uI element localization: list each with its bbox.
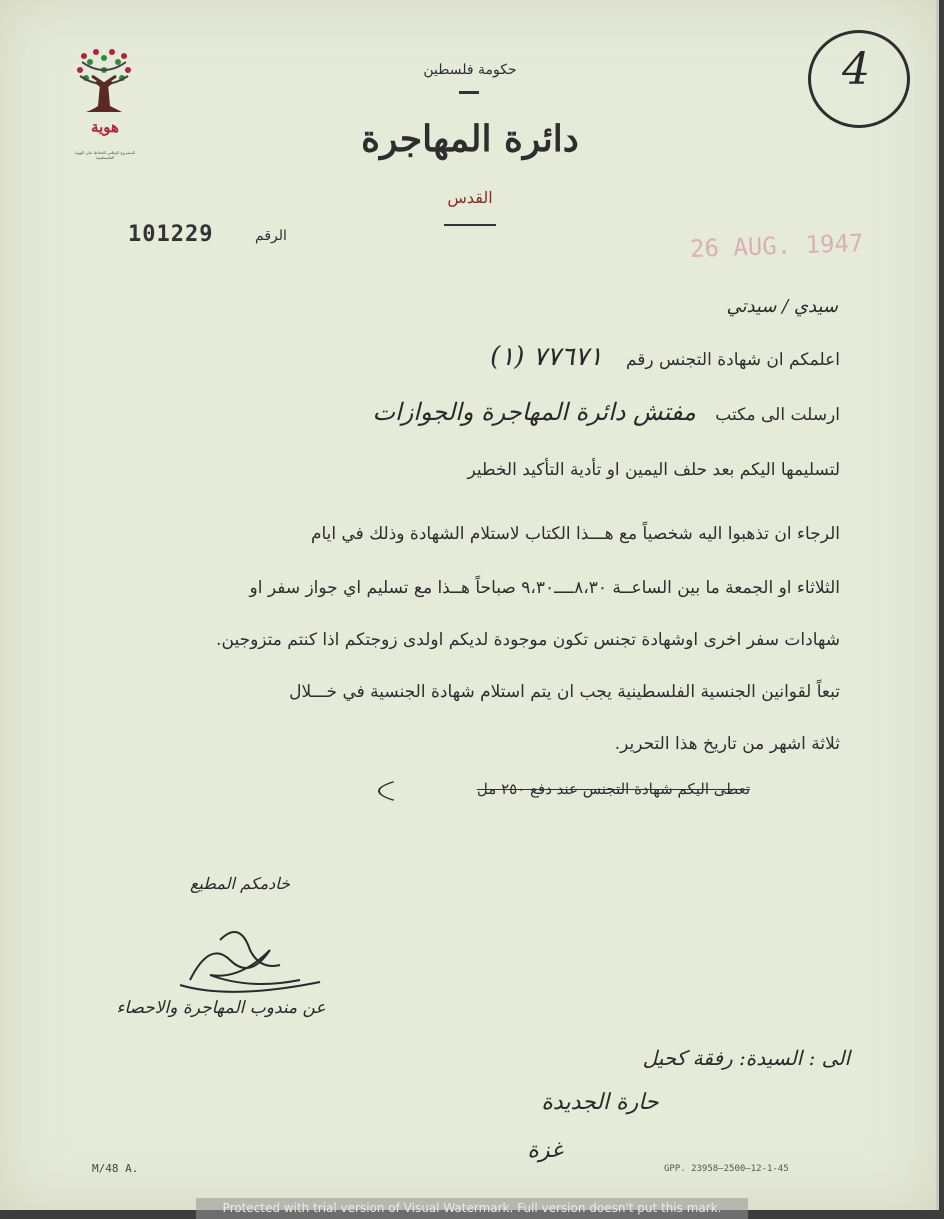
recipient-city: غزة xyxy=(527,1138,563,1163)
tree-logo xyxy=(72,48,136,164)
closing-delegate: عن مندوب المهاجرة والاحصاء xyxy=(116,998,326,1018)
certificate-line-text: اعلمكم ان شهادة التجنس رقم xyxy=(625,350,840,370)
heading-divider xyxy=(459,91,479,94)
government-heading: حكومة فلسطين xyxy=(423,62,517,78)
oath-line: لتسليمها اليكم بعد حلف اليمين او تأدية التأكيد الخطير xyxy=(467,460,840,480)
body-line-1: الرجاء ان تذهبوا اليه شخصياً مع هـــذا الكتاب لاستلام الشهادة وذلك في ايام xyxy=(310,524,840,544)
recipient-line: الى : السيدة: رفقة كحيل xyxy=(642,1046,850,1070)
body-line-2: الثلاثاء او الجمعة ما بين الساعــة ٨،٣٠ــــ٩،٣٠ صباحاً هــذا مع تسليم اي جواز سفر او xyxy=(249,578,840,598)
closing-servant: خادمكم المطيع xyxy=(189,874,291,893)
office-name: مفتش دائرة المهاجرة والجوازات xyxy=(372,398,696,426)
body-line-4: تبعاً لقوانين الجنسية الفلسطينية يجب ان يتم استلام شهادة الجنسية في خـــلال xyxy=(289,682,840,702)
watermark-banner: Protected with trial version of Visual Watermark. Full version doesn't put this mark. xyxy=(196,1198,748,1219)
city-underline xyxy=(444,224,496,226)
logo-wordmark: هوية xyxy=(91,118,119,136)
department-title: دائرة المهاجرة xyxy=(361,118,579,160)
page-number: 4 xyxy=(842,44,870,95)
date-stamp: 26 AUG. 1947 xyxy=(689,228,864,264)
certificate-number: ٧٧٦٧١ (١) xyxy=(490,342,603,372)
recipient-street: حارة الجديدة xyxy=(541,1090,659,1115)
city-name: القدس xyxy=(447,188,493,207)
reference-label: الرقم xyxy=(255,228,287,244)
sent-line-text: ارسلت الى مكتب xyxy=(715,405,840,425)
logo-subtitle: المشروع الوطني للحفاظ على الهوية الفلسطينية xyxy=(74,150,136,160)
salutation: سيدي / سيدتي xyxy=(726,296,838,317)
sent-line xyxy=(372,398,840,426)
signature xyxy=(150,920,330,1000)
body-line-3: شهادات سفر اخرى اوشهادة تجنس تكون موجودة لديكم اولدى زوجتكم اذا كنتم متزوجين. xyxy=(216,630,840,650)
form-code: M/48 A. xyxy=(92,1162,139,1175)
fee-line-mark xyxy=(378,766,762,816)
print-code: GPP. 23958—2500—12-1-45 xyxy=(664,1164,789,1174)
certificate-line xyxy=(490,342,840,372)
body-line-5: ثلاثة اشهر من تاريخ هذا التحرير. xyxy=(614,734,840,754)
reference-number: 101229 xyxy=(128,222,214,247)
fee-line: تعطى اليكم شهادة التجنس عند دفع ٢٥٠ مل xyxy=(476,780,750,798)
